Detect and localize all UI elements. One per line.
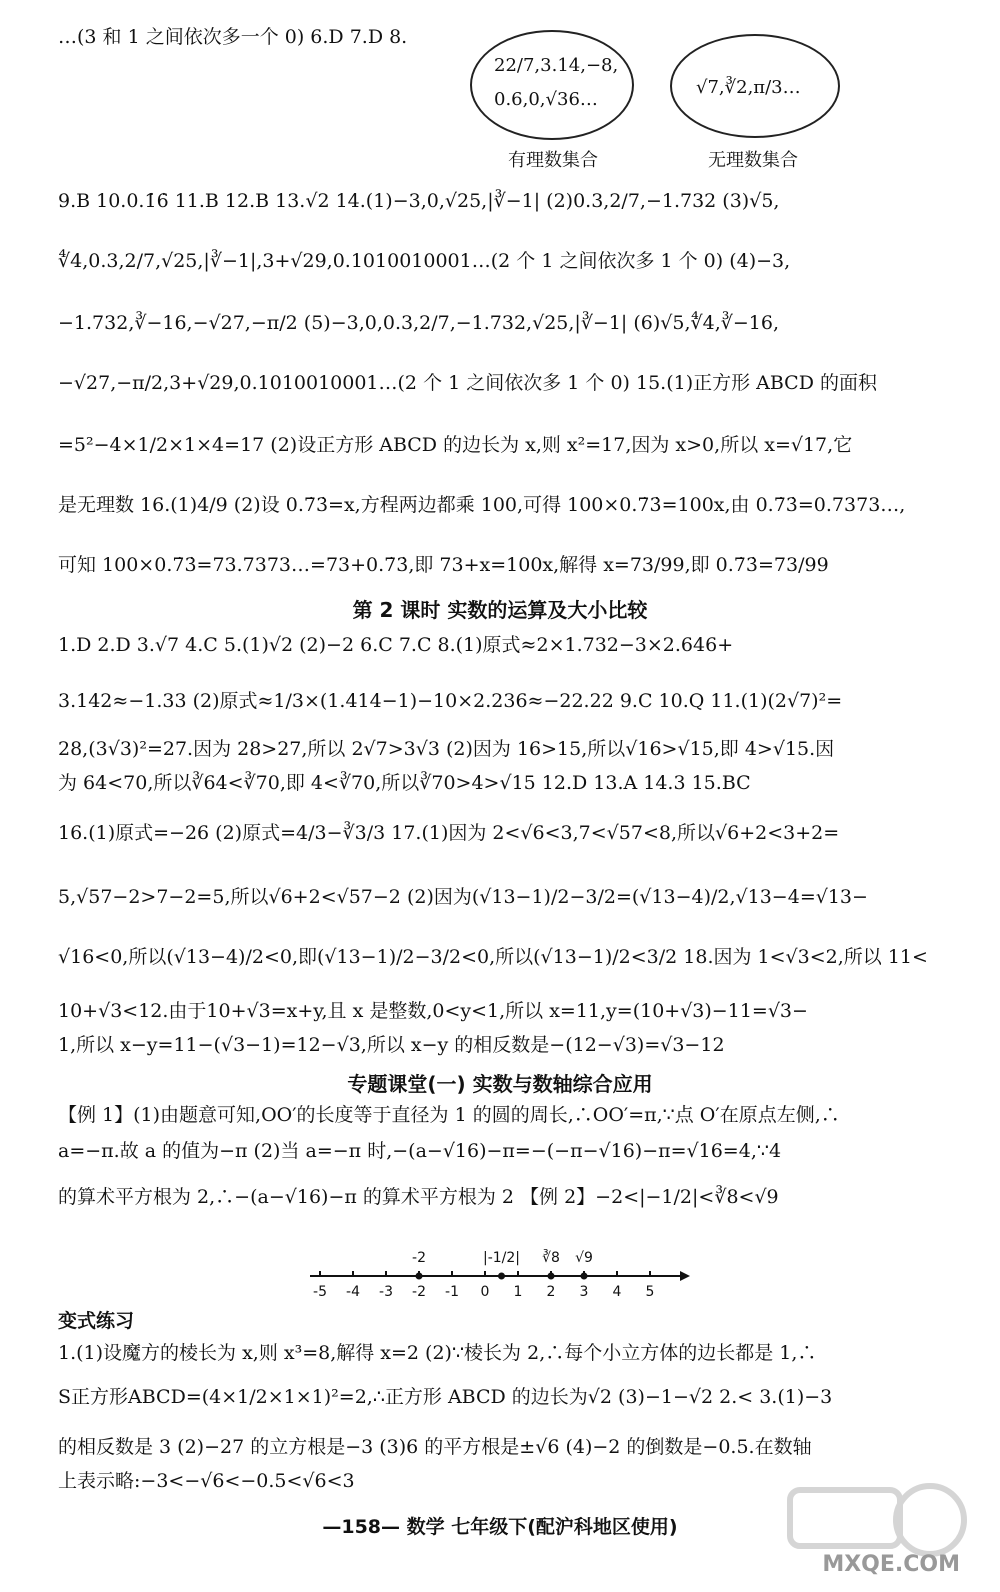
number-point (548, 1273, 555, 1280)
page-footer: —158— 数学 七年级下(配沪科地区使用) (322, 1516, 678, 1538)
point-label: √9 (575, 1250, 593, 1266)
answer-line-23: 上表示略:−3<−√6<−0.5<√6<3 (58, 1470, 355, 1492)
answer-line-0: …(3 和 1 之间依次多一个 0) 6.D 7.D 8. (58, 26, 408, 48)
point-label: -2 (412, 1250, 426, 1266)
tick-label: 3 (579, 1284, 589, 1300)
answer-line-17: 【例 1】(1)由题意可知,OO′的长度等于直径为 1 的圆的周长,∴OO′=π,∵点 O′在原点左侧,∴ (58, 1104, 840, 1126)
answer-line-7: 可知 100×0.7̇3̇=73.7373…=73+0.7̇3̇,即 73+x=100x,解得 x=73/99,即 0.7̇3̇=73/99 (58, 554, 829, 576)
answer-line-9: 3.142≈−1.33 (2)原式≈1/3×(1.414−1)−10×2.236≈−22.22 9.C 10.Q 11.(1)(2√7)²= (58, 690, 843, 712)
irrational-set-label: 无理数集合 (708, 150, 798, 171)
answer-line-2: ∜4,0.3,2/7,√25,|∛−1|,3+√29,0.1010010001…(2 个 1 之间依次多 1 个 0) (4)−3, (58, 250, 791, 272)
answer-line-4: −√27,−π/2,3+√29,0.1010010001…(2 个 1 之间依次多 1 个 0) 15.(1)正方形 ABCD 的面积 (58, 372, 877, 394)
lesson2-heading: 第 2 课时 实数的运算及大小比较 (352, 598, 648, 622)
topic1-heading: 专题课堂(一) 实数与数轴综合应用 (347, 1072, 653, 1096)
point-label: ∛8 (542, 1250, 560, 1266)
answer-line-18: a=−π.故 a 的值为−π (2)当 a=−π 时,−(a−√16)−π=−(−π−√16)−π=√16=4,∵4 (58, 1140, 782, 1162)
answer-line-11: 为 64<70,所以∛64<∛70,即 4<∛70,所以∛70>4>√15 12.D 13.A 14.3 15.BC (58, 772, 751, 794)
tick-label: -3 (379, 1284, 393, 1300)
axis-arrow-icon (680, 1271, 690, 1281)
number-point (416, 1273, 423, 1280)
number-point (498, 1273, 505, 1280)
rational-set-items-1: 22/7,3.14,−8, (494, 55, 619, 76)
point-label: |-1/2| (482, 1250, 521, 1266)
tick-label: 4 (612, 1284, 622, 1300)
tick-label: -5 (313, 1284, 327, 1300)
answer-line-13: 5,√57−2>7−2=5,所以√6+2<√57−2 (2)因为(√13−1)/2−3/2=(√13−4)/2,√13−4=√13− (58, 886, 868, 908)
answer-line-1: 9.B 10.0.1̇6̇ 11.B 12.B 13.√2 14.(1)−3,0,√25,|∛−1| (2)0.3,2/7,−1.732 (3)√5, (58, 190, 780, 212)
tick-label: 1 (513, 1284, 523, 1300)
answer-line-19: 的算术平方根为 2,∴−(a−√16)−π 的算术平方根为 2 【例 2】−2<|−1/2|<∛8<√9 (58, 1186, 779, 1208)
answer-line-16: 1,所以 x−y=11−(√3−1)=12−√3,所以 x−y 的相反数是−(12−√3)=√3−12 (58, 1034, 725, 1056)
answer-line-15: 10+√3<12.由于10+√3=x+y,且 x 是整数,0<y<1,所以 x=11,y=(10+√3)−11=√3− (58, 1000, 808, 1022)
tick-label: -4 (346, 1284, 360, 1300)
rational-set-items-2: 0.6,0,√36… (494, 89, 598, 110)
tick-label: -2 (412, 1284, 426, 1300)
answer-line-5: =5²−4×1/2×1×4=17 (2)设正方形 ABCD 的边长为 x,则 x²=17,因为 x>0,所以 x=√17,它 (58, 434, 853, 456)
irrational-set-items: √7,∛2,π/3… (696, 77, 801, 98)
answer-line-3: −1.732,∛−16,−√27,−π/2 (5)−3,0,0.3,2/7,−1.732,√25,|∛−1| (6)√5,∜4,∛−16, (58, 312, 779, 334)
tick-label: 2 (546, 1284, 556, 1300)
tick-label: -1 (445, 1284, 459, 1300)
answer-line-10: 28,(3√3)²=27.因为 28>27,所以 2√7>3√3 (2)因为 16>15,所以√16>√15,即 4>√15.因 (58, 738, 835, 760)
tick-label: 5 (645, 1284, 655, 1300)
answer-line-12: 16.(1)原式=−26 (2)原式=4/3−∛3/3 17.(1)因为 2<√6<3,7<√57<8,所以√6+2<3+2= (58, 822, 840, 844)
answer-line-20: 1.(1)设魔方的棱长为 x,则 x³=8,解得 x=2 (2)∵棱长为 2,∴每个小立方体的边长都是 1,∴ (58, 1342, 817, 1364)
answer-line-6: 是无理数 16.(1)4/9 (2)设 0.7̇3̇=x,方程两边都乘 100,可得 100×0.7̇3̇=100x,由 0.7̇3̇=0.7373…, (58, 494, 906, 516)
answer-line-21: S正方形ABCD=(4×1/2×1×1)²=2,∴正方形 ABCD 的边长为√2 (3)−1−√2 2.< 3.(1)−3 (58, 1386, 833, 1408)
tick-label: 0 (480, 1284, 490, 1300)
variant-heading: 变式练习 (58, 1310, 135, 1332)
watermark-text: MXQE.COM (822, 1552, 960, 1577)
answer-line-8: 1.D 2.D 3.√7 4.C 5.(1)√2 (2)−2 6.C 7.C 8.(1)原式≈2×1.732−3×2.646+ (58, 634, 734, 656)
answer-line-22: 的相反数是 3 (2)−27 的立方根是−3 (3)6 的平方根是±√6 (4)−2 的倒数是−0.5.在数轴 (58, 1436, 812, 1458)
number-line (300, 1236, 700, 1306)
rational-set-label: 有理数集合 (508, 150, 598, 171)
rational-set-ellipse (470, 30, 634, 140)
answer-line-14: √16<0,所以(√13−4)/2<0,即(√13−1)/2−3/2<0,所以(√13−1)/2<3/2 18.因为 1<√3<2,所以 11< (58, 946, 928, 968)
number-point (581, 1273, 588, 1280)
